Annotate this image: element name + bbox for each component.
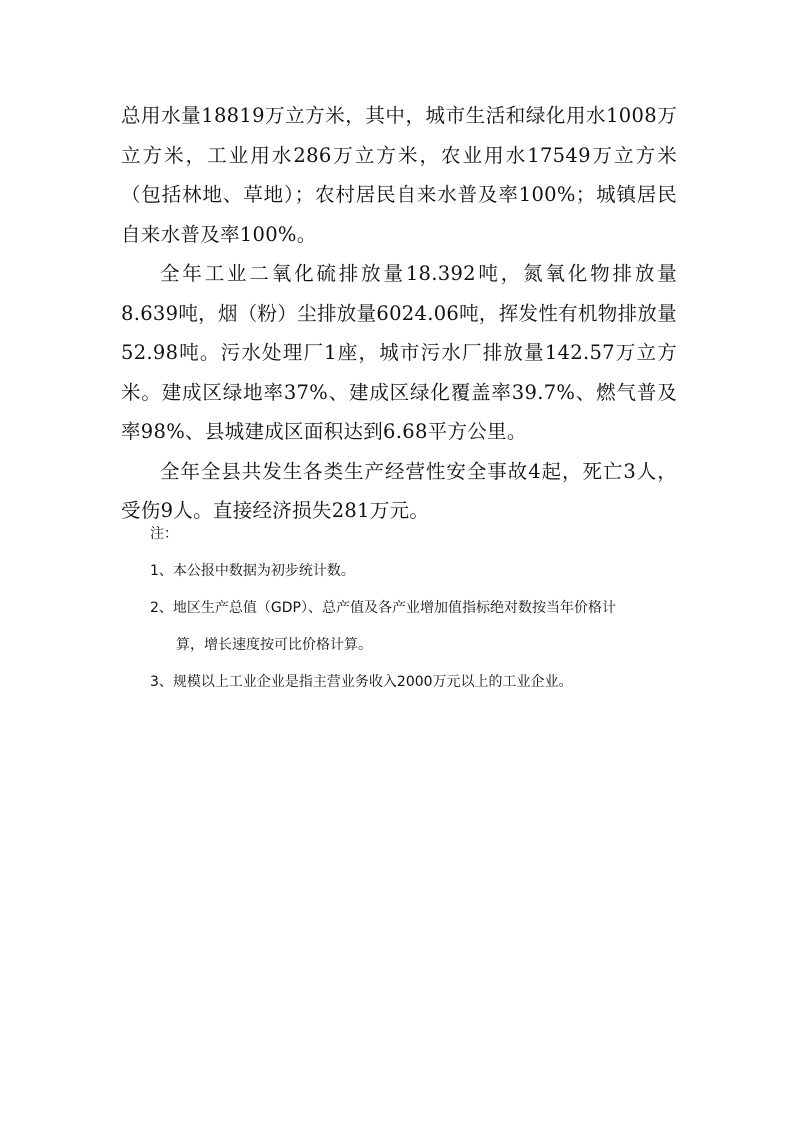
paragraph-safety-accidents: 全年全县共发生各类生产经营性安全事故4起，死亡3人，受伤9人。直接经济损失281万元。	[121, 459, 677, 522]
note-item-text: 1、本公报中数据为初步统计数。	[150, 563, 355, 579]
notes-title: 注：	[150, 526, 178, 542]
note-item-2	[150, 598, 690, 655]
body-text	[121, 96, 677, 531]
paragraph-water-usage: 总用水量18819万立方米，其中，城市生活和绿化用水1008万立方米，工业用水286万立方米，农业用水17549万立方米（包括林地、草地）；农村居民自来水普及率100%；城镇居民自来水普及率100%。	[121, 104, 677, 246]
notes-section	[150, 524, 690, 709]
note-item-continuation: 算，增长速度按可比价格计算。	[176, 637, 372, 653]
note-item-text: 3、规模以上工业企业是指主营业务收入2000万元以上的工业企业。	[150, 674, 573, 690]
paragraph-emissions: 全年工业二氧化硫排放量18.392吨，氮氧化物排放量8.639吨，烟（粉）尘排放量6024.06吨，挥发性有机物排放量52.98吨。污水处理厂1座，城市污水厂排放量142.57万立方米。建成区绿地率37%、建成区绿化覆盖率39.7%、燃气普及率98%、县城建成区面积达到6.68平方公里。	[121, 262, 677, 443]
note-item-3	[150, 672, 690, 692]
note-item-text: 2、地区生产总值（GDP）、总产值及各产业增加值指标绝对数按当年价格计	[150, 600, 616, 616]
note-item-1	[150, 561, 690, 581]
